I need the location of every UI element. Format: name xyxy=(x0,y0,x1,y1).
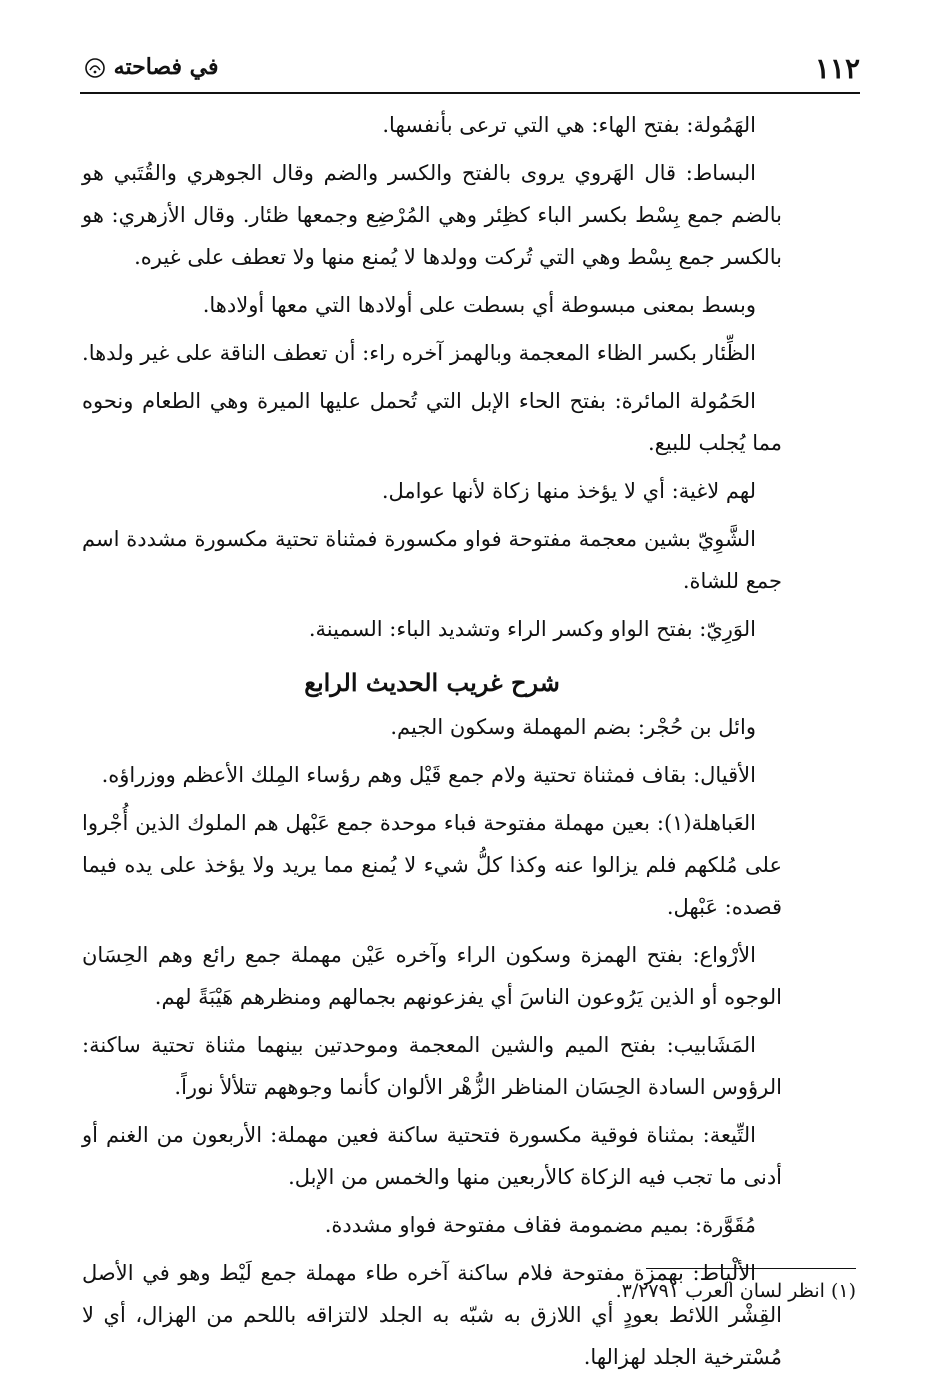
paragraph: مُقَوَّرة: بميم مضمومة فقاف مفتوحة فواو مشددة. xyxy=(324,1213,756,1237)
paragraph: العَباهلة(١): بعين مهملة مفتوحة فباء موحدة جمع عَبْهل هم الملوك الذين أُجْروا على مُلكهم فلم يزالوا عنه وكذا كلُّ شيء لا يُمنع مما يريد ولا يؤخذ على يده فيما قصده: عَبْهل. xyxy=(82,811,782,919)
paragraph: الوَرِيّ: بفتح الواو وكسر الراء وتشديد الباء: السمينة. xyxy=(308,617,756,641)
page-number: ١١٢ xyxy=(814,52,860,85)
paragraph: الظِّئار بكسر الظاء المعجمة وبالهمز آخره راء: أن تعطف الناقة على غير ولدها. xyxy=(82,341,756,365)
paragraph: الأرْواع: بفتح الهمزة وسكون الراء وآخره عَيْن مهملة جمع رائع وهم الحِسَان الوجوه أو الذين يَرُوعون الناسَ أي يفزعونهم بجمالهم ومنظرهم هَيْبَةً لهم. xyxy=(82,943,782,1009)
paragraph: الأقيال: بقاف فمثناة تحتية ولام جمع قَيْل وهم رؤساء المِلك الأعظم ووزراؤه. xyxy=(101,763,756,787)
paragraph: وائل بن حُجْر: بضم المهملة وسكون الجيم. xyxy=(390,715,756,739)
footnote: (١) انظر لسان العرب ٣/٢٧٩١. xyxy=(615,1280,856,1302)
paragraph: لهم لاغية: أي لا يؤخذ منها زكاة لأنها عوامل. xyxy=(381,479,756,503)
paragraph: الشَّوِيّ بشين معجمة مفتوحة فواو مكسورة فمثناة تحتية مكسورة مشددة اسم جمع للشاة. xyxy=(82,527,782,593)
page-body xyxy=(82,104,782,1384)
paragraph: الهَمُولة: بفتح الهاء: هي التي ترعى بأنفسها. xyxy=(382,113,756,137)
running-title-text: في فصاحته xyxy=(113,54,219,80)
paragraph: البساط: قال الهَروي يروى بالفتح والكسر والضم وقال الجوهري والقُتَبي هو بالضم جمع بِسْط بكسر الباء كظِئر وهي المُرْضِع وجمعها ظئار. وقال الأزهري: هو بالكسر جمع بِسْط وهي التي تُركت وولدها لا يُمنع منها ولا تعطف على غيره. xyxy=(82,161,782,269)
paragraph: الحَمُولة المائرة: بفتح الحاء الإبل التي تُحمل عليها الميرة وهي الطعام ونحوه مما يُجلب للبيع. xyxy=(82,389,782,455)
page-header xyxy=(80,50,860,94)
paragraph: وبسط بمعنى مبسوطة أي بسطت على أولادها التي معها أولادها. xyxy=(202,293,756,317)
footnote-divider xyxy=(646,1268,856,1269)
running-title xyxy=(80,54,219,80)
paragraph: الألْياط: بهمزة مفتوحة فلام ساكنة آخره طاء مهملة جمع لَيْط وهو في الأصل القِشْر اللائط بعودٍ أي اللازق به شبّه به الجلد لالتزاقه باللحم من الهزال، أي لا مُسْترخية الجلد لهزالها. xyxy=(82,1261,782,1369)
paragraph: التِّيعة: بمثناة فوقية مكسورة فتحتية ساكنة فعين مهملة: الأربعون من الغنم أو أدنى ما تجب فيه الزكاة كالأربعين منها والخمس من الإبل. xyxy=(82,1123,782,1189)
section-heading: شرح غريب الحديث الرابع xyxy=(304,668,560,697)
honorific-seal-icon xyxy=(84,57,106,79)
paragraph: المَشَابيب: بفتح الميم والشين المعجمة وموحدتين بينهما مثناة تحتية ساكنة: الرؤوس السادة الحِسَان المناظر الزُّهْر الألوان كأنما وجوههم تتلألأ نوراً. xyxy=(82,1033,782,1099)
